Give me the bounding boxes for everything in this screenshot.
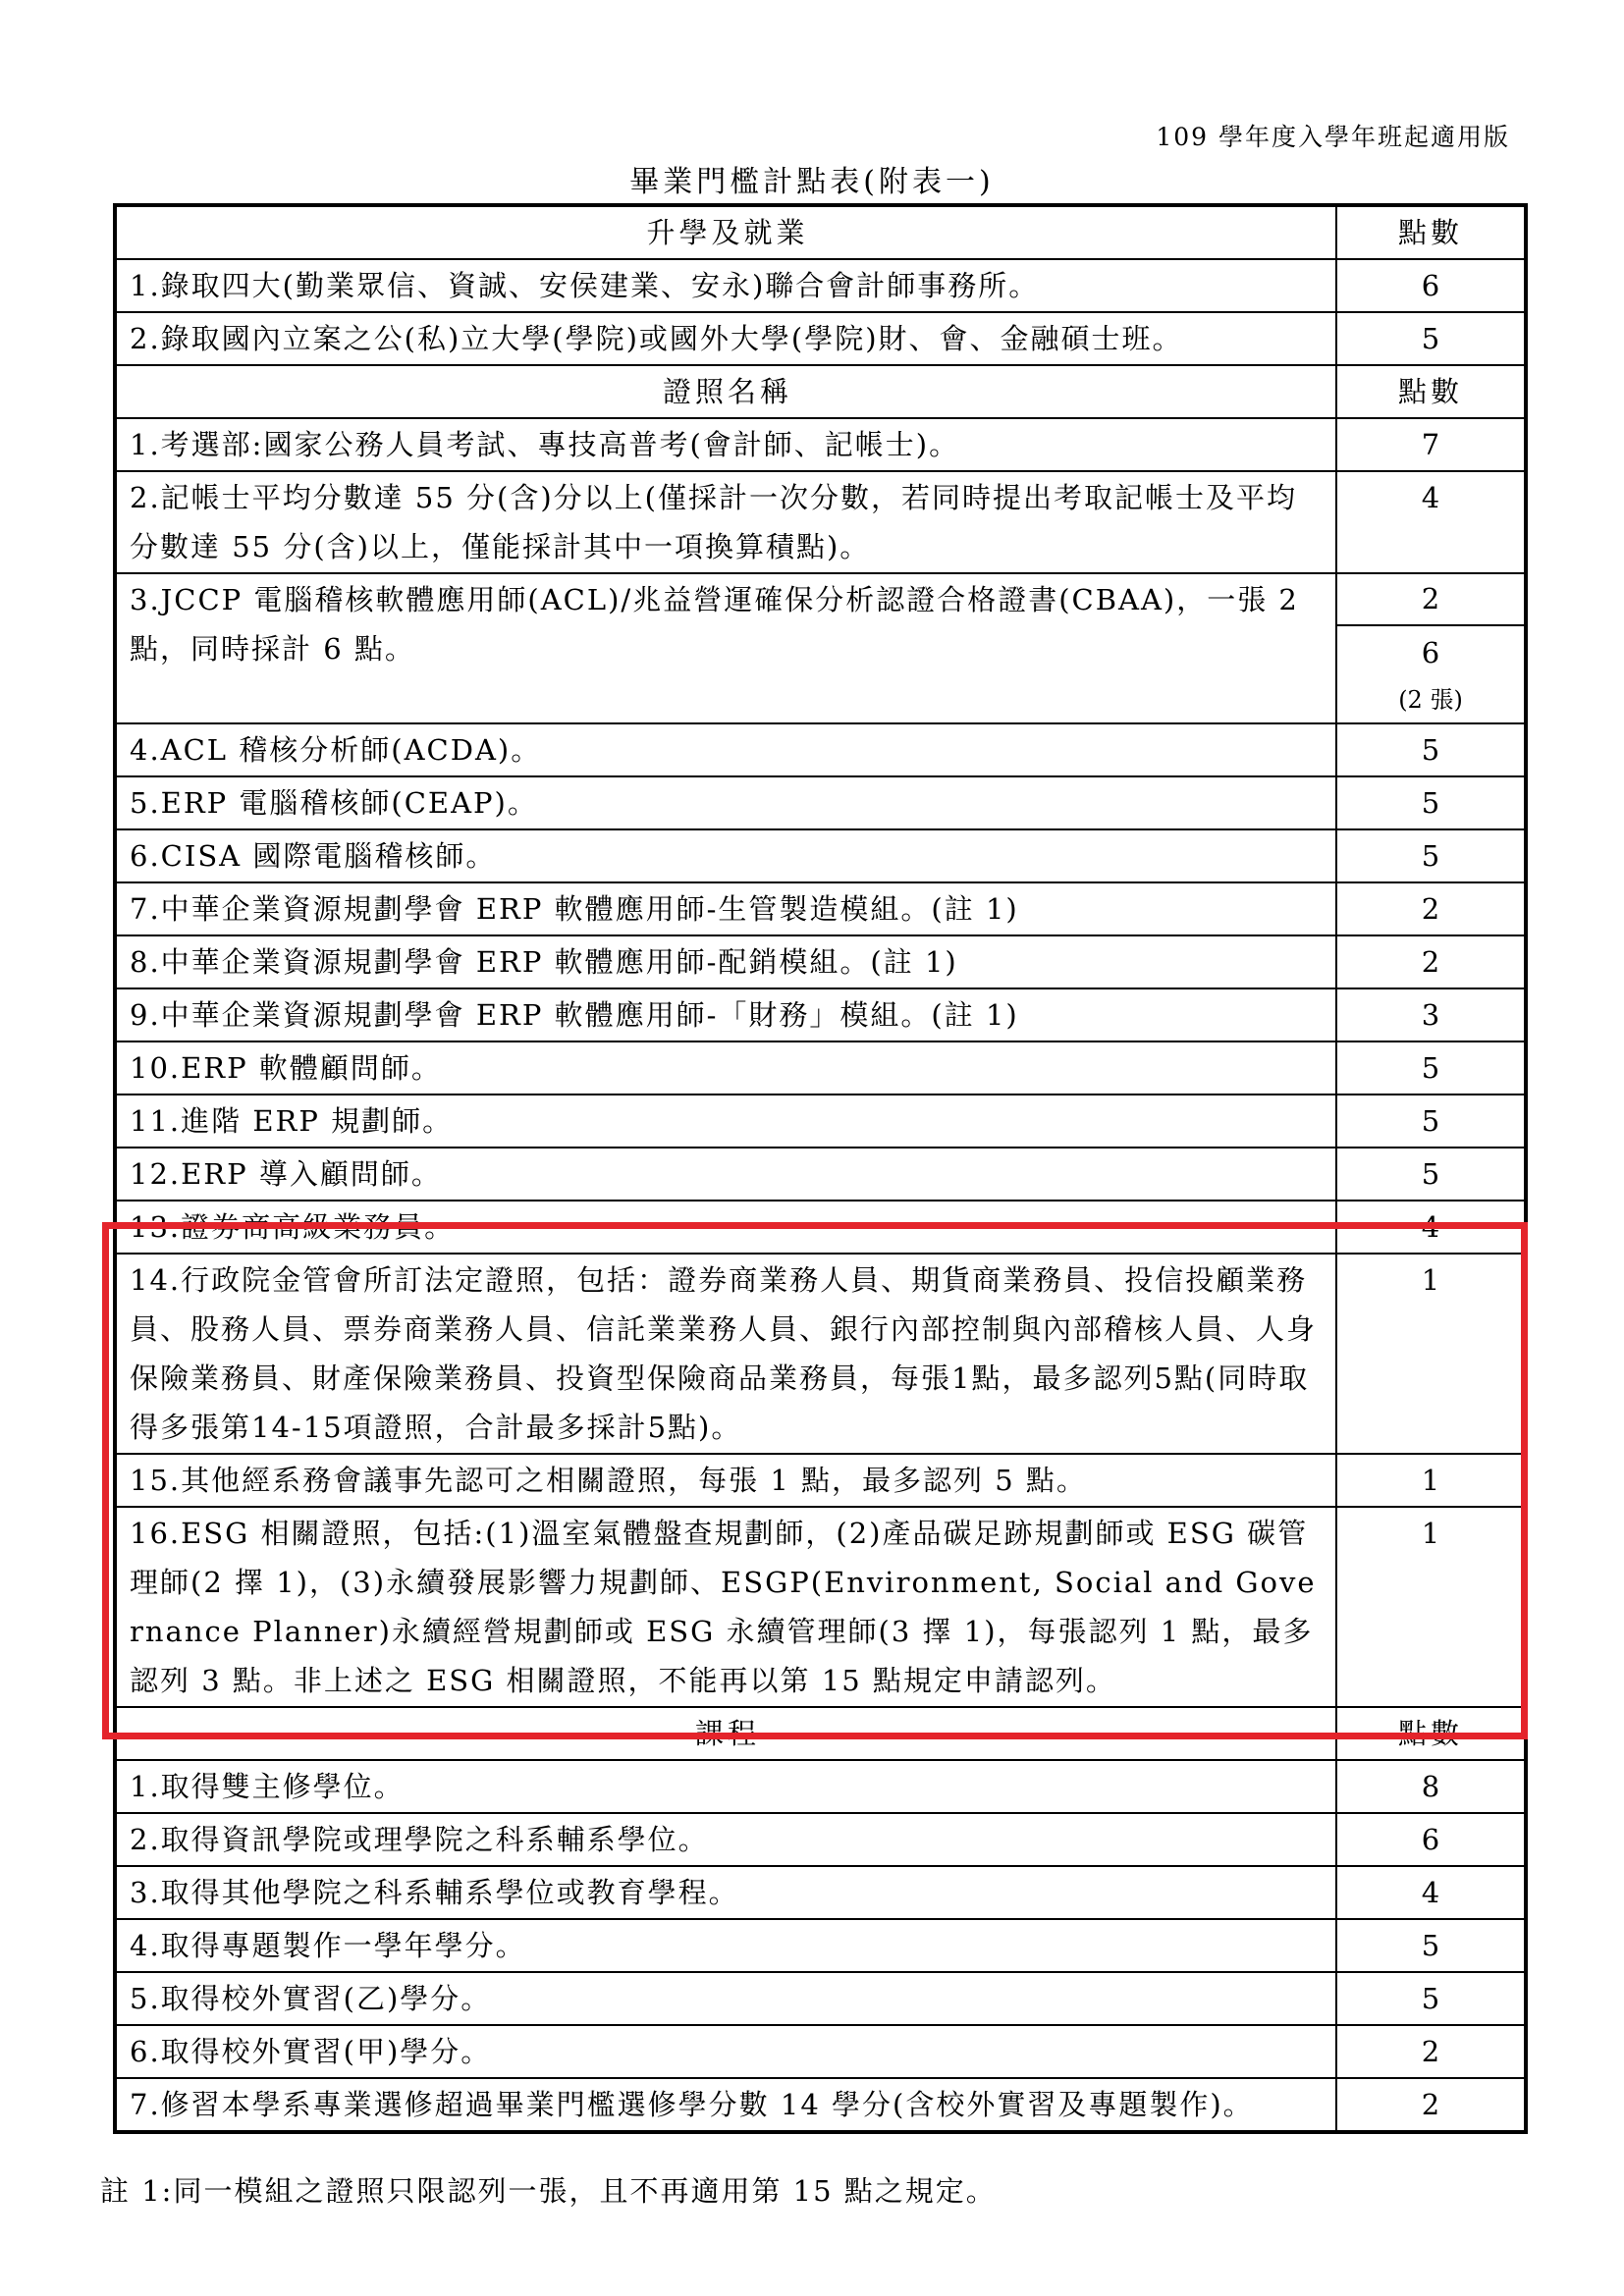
item-text: 14.行政院金管會所訂法定證照，包括：證券商業務人員、期貨商業務員、投信投顧業務員、股務人員、票券商業務人員、信託業業務人員、銀行內部控制與內部稽核人員、人身保險業務員、財產保險業務員、投資型保險商品業務員，每張1點，最多認列5點(同時取得多張第14-15項證照，合計最多採計5點)。 bbox=[115, 1254, 1336, 1454]
table-row bbox=[115, 418, 1526, 471]
item-points: 5 bbox=[1336, 723, 1526, 776]
item-points: 5 bbox=[1336, 829, 1526, 882]
item-points: 5 bbox=[1336, 776, 1526, 829]
item-text: 13.證券商高級業務員。 bbox=[115, 1201, 1336, 1254]
item-text: 12.ERP 導入顧問師。 bbox=[115, 1148, 1336, 1201]
graduation-points-table bbox=[113, 203, 1528, 2134]
item-text: 5.取得校外實習(乙)學分。 bbox=[115, 1972, 1336, 2025]
table-row bbox=[115, 1813, 1526, 1866]
table-row bbox=[115, 1866, 1526, 1919]
item-points: 6 bbox=[1336, 259, 1526, 312]
points-header: 點數 bbox=[1336, 365, 1526, 418]
item-text: 1.取得雙主修學位。 bbox=[115, 1760, 1336, 1813]
item-points: 3 bbox=[1336, 988, 1526, 1041]
table-row bbox=[115, 259, 1526, 312]
item-text: 1.考選部:國家公務人員考試、專技高普考(會計師、記帳士)。 bbox=[115, 418, 1336, 471]
item-points: 5 bbox=[1336, 1972, 1526, 2025]
item-text: 4.取得專題製作一學年學分。 bbox=[115, 1919, 1336, 1972]
item-points: 2 bbox=[1336, 882, 1526, 935]
item-points: 5 bbox=[1336, 1041, 1526, 1095]
item-text: 16.ESG 相關證照，包括:(1)溫室氣體盤查規劃師，(2)產品碳足跡規劃師或 ESG 碳管理師(2 擇 1)，(3)永續發展影響力規劃師、ESGP(Environment, Social and Governance Planner)永續經營規劃師或 ESG 永續管理師(3 擇 1)，每張認列 1 點，最多認列 3 點。非上述之 ESG 相關證照，不能再以第 15 點規定申請認列。 bbox=[115, 1507, 1336, 1707]
item-text: 3.取得其他學院之科系輔系學位或教育學程。 bbox=[115, 1866, 1336, 1919]
item-points: 1 bbox=[1336, 1254, 1526, 1454]
item-points: 5 bbox=[1336, 1919, 1526, 1972]
table-row bbox=[115, 1919, 1526, 1972]
item-text: 2.錄取國內立案之公(私)立大學(學院)或國外大學(學院)財、會、金融碩士班。 bbox=[115, 312, 1336, 365]
table-row bbox=[115, 2025, 1526, 2078]
points-header: 點數 bbox=[1336, 1707, 1526, 1760]
section-header-career bbox=[115, 205, 1526, 259]
section-title: 升學及就業 bbox=[115, 205, 1336, 259]
table-row bbox=[115, 312, 1526, 365]
table-row bbox=[115, 988, 1526, 1041]
item-text: 2.記帳士平均分數達 55 分(含)分以上(僅採計一次分數，若同時提出考取記帳士及平均分數達 55 分(含)以上，僅能採計其中一項換算積點)。 bbox=[115, 471, 1336, 573]
item-text: 11.進階 ERP 規劃師。 bbox=[115, 1095, 1336, 1148]
table-row bbox=[115, 723, 1526, 776]
table-row bbox=[115, 1254, 1526, 1454]
item-points: 4 bbox=[1336, 471, 1526, 573]
table-row bbox=[115, 1760, 1526, 1813]
item-points: 8 bbox=[1336, 1760, 1526, 1813]
item-points: 6 bbox=[1336, 1813, 1526, 1866]
table-row bbox=[115, 1507, 1526, 1707]
item-points: 5 bbox=[1336, 312, 1526, 365]
item-text: 8.中華企業資源規劃學會 ERP 軟體應用師-配銷模組。(註 1) bbox=[115, 935, 1336, 988]
item-points-alt-value: 6 bbox=[1421, 636, 1440, 669]
item-points: 1 bbox=[1336, 1507, 1526, 1707]
item-points: 5 bbox=[1336, 1148, 1526, 1201]
footnote: 註 1:同一模組之證照只限認列一張，且不再適用第 15 點之規定。 bbox=[100, 2174, 997, 2208]
section-title: 課程 bbox=[115, 1707, 1336, 1760]
item-text: 6.取得校外實習(甲)學分。 bbox=[115, 2025, 1336, 2078]
item-text: 3.JCCP 電腦稽核軟體應用師(ACL)/兆益營運確保分析認證合格證書(CBAA)，一張 2 點，同時採計 6 點。 bbox=[115, 573, 1336, 723]
item-points: 4 bbox=[1336, 1201, 1526, 1254]
section-header-licenses bbox=[115, 365, 1526, 418]
item-points: 2 bbox=[1337, 574, 1524, 626]
table-row bbox=[115, 471, 1526, 573]
table-row bbox=[115, 882, 1526, 935]
table-row bbox=[115, 2078, 1526, 2132]
item-text: 10.ERP 軟體顧問師。 bbox=[115, 1041, 1336, 1095]
table-row bbox=[115, 573, 1526, 723]
item-text: 1.錄取四大(勤業眾信、資誠、安侯建業、安永)聯合會計師事務所。 bbox=[115, 259, 1336, 312]
item-points: 7 bbox=[1336, 418, 1526, 471]
table-row bbox=[115, 829, 1526, 882]
item-points: 2 bbox=[1336, 935, 1526, 988]
version-label: 109 學年度入學年班起適用版 bbox=[1156, 123, 1510, 151]
table-row bbox=[115, 1148, 1526, 1201]
item-text: 15.其他經系務會議事先認可之相關證照，每張 1 點，最多認列 5 點。 bbox=[115, 1454, 1336, 1507]
section-title: 證照名稱 bbox=[115, 365, 1336, 418]
item-text: 5.ERP 電腦稽核師(CEAP)。 bbox=[115, 776, 1336, 829]
table-row bbox=[115, 1454, 1526, 1507]
table-row bbox=[115, 1041, 1526, 1095]
table-row bbox=[115, 935, 1526, 988]
table-row bbox=[115, 1972, 1526, 2025]
section-header-courses bbox=[115, 1707, 1526, 1760]
item-text: 2.取得資訊學院或理學院之科系輔系學位。 bbox=[115, 1813, 1336, 1866]
points-header: 點數 bbox=[1336, 205, 1526, 259]
document-title: 畢業門檻計點表(附表一) bbox=[629, 165, 995, 199]
item-points: 4 bbox=[1336, 1866, 1526, 1919]
item-text: 7.中華企業資源規劃學會 ERP 軟體應用師-生管製造模組。(註 1) bbox=[115, 882, 1336, 935]
item-points: 2 bbox=[1336, 2078, 1526, 2132]
item-text: 7.修習本學系專業選修超過畢業門檻選修學分數 14 學分(含校外實習及專題製作)。 bbox=[115, 2078, 1336, 2132]
table-row bbox=[115, 776, 1526, 829]
item-text: 6.CISA 國際電腦稽核師。 bbox=[115, 829, 1336, 882]
item-points-alt-note: (2 張) bbox=[1398, 686, 1463, 714]
item-points-alt bbox=[1337, 626, 1524, 722]
table-row bbox=[115, 1095, 1526, 1148]
item-text: 9.中華企業資源規劃學會 ERP 軟體應用師-「財務」模組。(註 1) bbox=[115, 988, 1336, 1041]
table-row bbox=[115, 1201, 1526, 1254]
item-points: 2 bbox=[1336, 2025, 1526, 2078]
item-points-split bbox=[1336, 573, 1526, 723]
item-points: 5 bbox=[1336, 1095, 1526, 1148]
item-text: 4.ACL 稽核分析師(ACDA)。 bbox=[115, 723, 1336, 776]
item-points: 1 bbox=[1336, 1454, 1526, 1507]
